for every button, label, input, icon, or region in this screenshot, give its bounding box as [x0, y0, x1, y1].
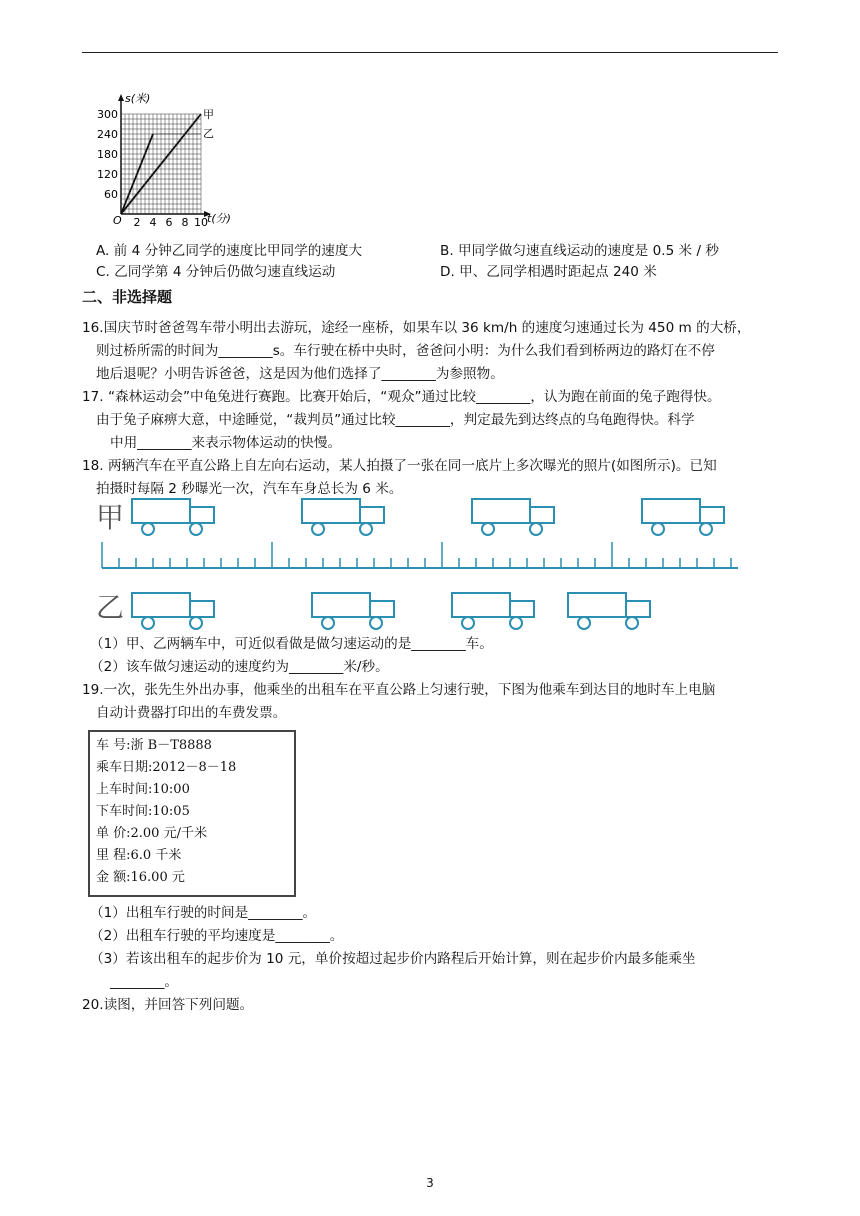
receipt-date: 乘车日期:2012－8－18 [96, 760, 237, 775]
q19-sub2: （2）出租车行驶的平均速度是________。 [90, 928, 344, 944]
wheel [370, 617, 382, 629]
wheel [312, 523, 324, 535]
option-c: C. 乙同学第 4 分钟后仍做匀速直线运动 [96, 264, 336, 280]
truck-icon [132, 499, 214, 535]
y-tick-label: 180 [97, 148, 118, 161]
wheel [510, 617, 522, 629]
q18-line2: 拍摄时每隔 2 秒曝光一次，汽车车身总长为 6 米。 [96, 481, 403, 497]
truck-cab [190, 601, 214, 617]
y-tick-label: 120 [97, 168, 118, 181]
truck-cab [626, 601, 650, 617]
page-number: 3 [426, 1176, 434, 1190]
y-axis-label: s(米) [125, 92, 151, 105]
q19-line1: 19.一次，张先生外出办事，他乘坐的出租车在平直公路上匀速行驶，下图为他乘车到达目的地时车上电脑 [82, 682, 716, 698]
x-axis-label: t(分) [207, 212, 231, 225]
truck-icon [472, 499, 554, 535]
wheel [578, 617, 590, 629]
truck-cab [360, 507, 384, 523]
q19-sub3b: ________。 [110, 974, 178, 990]
wheel [530, 523, 542, 535]
line-label-jia: 甲 [203, 108, 214, 121]
q17-line2: 由于兔子麻痹大意，中途睡觉，“裁判员”通过比较________，判定最先到达终点的乌龟跑得快。科学 [96, 412, 695, 428]
car-label-jia: 甲 [96, 501, 125, 534]
truck-body [302, 499, 360, 523]
q18-line1: 18. 两辆汽车在平直公路上自左向右运动，某人拍摄了一张在同一底片上多次曝光的照片(如图所示)。已知 [82, 458, 717, 474]
q19-sub3a: （3）若该出租车的起步价为 10 元，单价按超过起步价内路程后开始计算，则在起步价内最多能乘坐 [90, 951, 696, 967]
car-label-yi: 乙 [96, 591, 125, 624]
line-label-yi: 乙 [203, 127, 214, 140]
q20-line: 20.读图，并回答下列问题。 [82, 997, 254, 1013]
receipt-amount: 金 额:16.00 元 [96, 870, 185, 885]
q17-line1: 17. “森林运动会”中龟兔进行赛跑。比赛开始后，“观众”通过比较________，认为跑在前面的兔子跑得快。 [82, 389, 721, 405]
truck-body [568, 593, 626, 617]
truck-icon [452, 593, 534, 629]
truck-cab [510, 601, 534, 617]
truck-body [642, 499, 700, 523]
wheel [190, 523, 202, 535]
wheel [322, 617, 334, 629]
receipt-board-time: 上车时间:10:00 [96, 782, 190, 797]
y-tick-label: 300 [97, 108, 118, 121]
truck-icon [302, 499, 384, 535]
option-b: B. 甲同学做匀速直线运动的速度是 0.5 米 / 秒 [440, 243, 719, 259]
x-tick-label: 6 [165, 216, 173, 229]
receipt-unit-price: 单 价:2.00 元/千米 [96, 826, 207, 841]
wheel [360, 523, 372, 535]
x-tick-label: 10 [194, 216, 208, 229]
x-tick-label: 2 [133, 216, 141, 229]
wheel [700, 523, 712, 535]
truck-cab [190, 507, 214, 523]
car-exposure-figure [94, 495, 744, 635]
truck-icon [132, 593, 214, 629]
truck-cab [700, 507, 724, 523]
x-tick-label: 8 [181, 216, 189, 229]
y-tick-label: 60 [104, 188, 118, 201]
q18-sub2: （2）该车做匀速运动的速度约为________米/秒。 [90, 659, 389, 675]
distance-time-graph [95, 90, 245, 230]
wheel [482, 523, 494, 535]
q16-line3: 地后退呢？小明告诉爸爸，这是因为他们选择了________为参照物。 [96, 366, 504, 382]
q19-line2: 自动计费器打印出的车费发票。 [96, 705, 287, 721]
y-arrow [118, 94, 124, 101]
wheel [626, 617, 638, 629]
truck-body [132, 593, 190, 617]
origin-label: O [113, 214, 122, 227]
wheel [142, 523, 154, 535]
option-a: A. 前 4 分钟乙同学的速度比甲同学的速度大 [96, 243, 363, 259]
receipt-plate: 车 号:浙 B－T8888 [96, 738, 212, 753]
truck-body [132, 499, 190, 523]
wheel [652, 523, 664, 535]
truck-cab [530, 507, 554, 523]
wheel [462, 617, 474, 629]
wheel [190, 617, 202, 629]
section-title: 二、非选择题 [82, 288, 173, 306]
q16-line1: 16.国庆节时爸爸驾车带小明出去游玩，途经一座桥，如果车以 36 km/h 的速度匀速通过长为 450 m 的大桥， [82, 320, 751, 336]
receipt-distance: 里 程:6.0 千米 [96, 848, 182, 863]
q16-line2: 则过桥所需的时间为________s。车行驶在桥中央时，爸爸问小明：为什么我们看到桥两边的路灯在不停 [96, 343, 715, 359]
truck-body [312, 593, 370, 617]
wheel [142, 617, 154, 629]
taxi-receipt [88, 730, 296, 897]
truck-icon [312, 593, 394, 629]
truck-body [472, 499, 530, 523]
option-d: D. 甲、乙同学相遇时距起点 240 米 [440, 264, 657, 280]
truck-body [452, 593, 510, 617]
y-tick-label: 240 [97, 128, 118, 141]
truck-cab [370, 601, 394, 617]
truck-icon [642, 499, 724, 535]
receipt-alight-time: 下车时间:10:05 [96, 804, 190, 819]
x-tick-label: 4 [149, 216, 157, 229]
truck-icon [568, 593, 650, 629]
q18-sub1: （1）甲、乙两辆车中，可近似看做是做匀速运动的是________车。 [90, 636, 493, 652]
q19-sub1: （1）出租车行驶的时间是________。 [90, 905, 317, 921]
q17-line3: 中用________来表示物体运动的快慢。 [110, 435, 342, 451]
header-rule [82, 52, 778, 53]
